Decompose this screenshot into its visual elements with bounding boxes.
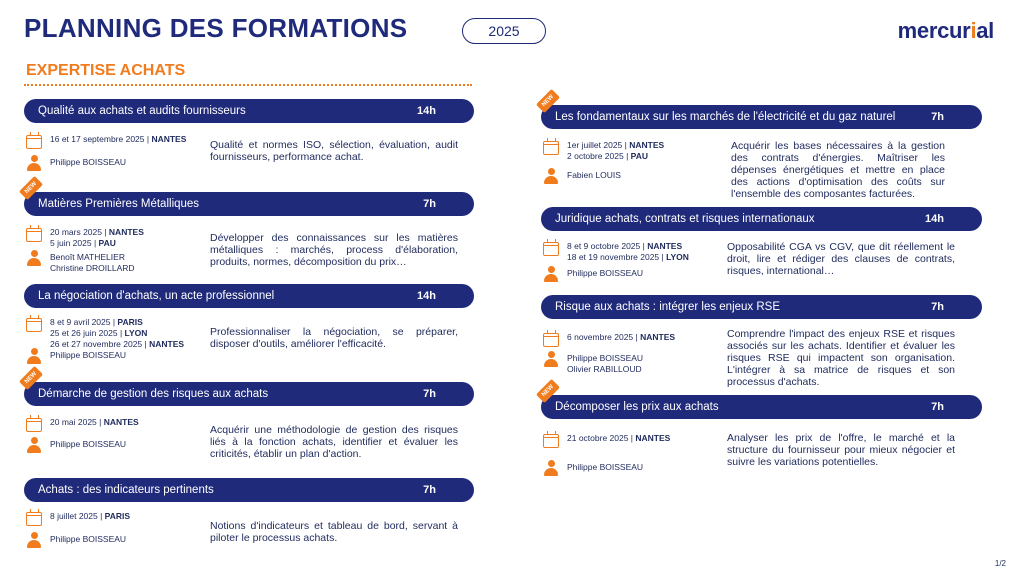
trainer-name: Philippe BOISSEAU	[567, 353, 644, 363]
calendar-icon	[26, 318, 42, 332]
trainer-icon	[27, 532, 41, 548]
trainer-icon	[544, 266, 558, 282]
course-title: Risque aux achats : intégrer les enjeux RSE	[555, 301, 781, 313]
course-duration: 7h	[931, 301, 944, 313]
session-line: 2 octobre 2025 | PAU	[567, 151, 648, 161]
course-description: Acquérir une méthodologie de gestion des risques liés à la fonction achats, identifier et évaluer les criticités, établir un plan d'action.	[210, 424, 458, 460]
course-title-bar	[24, 99, 474, 123]
new-badge: NEW	[19, 366, 43, 390]
course-description: Analyser les prix de l'offre, le marché et la structure du fournisseur pour mieux négocier et suivre les variations potentielles.	[727, 432, 955, 468]
session-line: 25 et 26 juin 2025 | LYON	[50, 328, 148, 338]
trainer-names	[567, 170, 621, 181]
section-title: EXPERTISE ACHATS	[26, 62, 186, 79]
course-duration: 7h	[931, 401, 944, 413]
course-duration: 14h	[417, 105, 436, 117]
course-description: Opposabilité CGA vs CGV, que dit réellement le droit, lire et rédiger des clauses de contrats, risques, international…	[727, 241, 955, 277]
course-duration: 7h	[931, 111, 944, 123]
trainer-icon	[27, 155, 41, 171]
course-duration: 7h	[423, 388, 436, 400]
session-line: 8 et 9 octobre 2025 | NANTES	[567, 241, 683, 251]
trainer-names	[50, 350, 126, 361]
session-line: 20 mai 2025 | NANTES	[50, 417, 139, 427]
course-title: Démarche de gestion des risques aux achats	[38, 388, 269, 400]
calendar-icon	[543, 434, 559, 448]
course-title: La négociation d'achats, un acte professionnel	[38, 290, 275, 302]
course-title-bar	[24, 382, 474, 406]
course-title: Achats : des indicateurs pertinents	[38, 484, 214, 496]
session-line: 16 et 17 septembre 2025 | NANTES	[50, 134, 187, 144]
session-dates	[50, 511, 130, 522]
course-description: Professionnaliser la négociation, se préparer, disposer d'outils, améliorer l'efficacité.	[210, 326, 458, 350]
course-duration: 7h	[423, 484, 436, 496]
trainer-names	[567, 462, 643, 473]
trainer-names	[567, 268, 643, 279]
new-badge: NEW	[536, 379, 560, 403]
course-title-bar	[24, 284, 474, 308]
session-line: 26 et 27 novembre 2025 | NANTES	[50, 339, 185, 349]
trainer-name: Philippe BOISSEAU	[50, 439, 127, 449]
trainer-name: Philippe BOISSEAU	[50, 534, 127, 544]
trainer-icon	[27, 250, 41, 266]
session-dates	[567, 332, 675, 343]
session-line: 8 juillet 2025 | PARIS	[50, 511, 131, 521]
trainer-name: Olivier RABILLOUD	[567, 364, 642, 374]
course-description: Acquérir les bases nécessaires à la gestion des contrats d'énergies. Maîtriser les dépenses énergétiques et mettre en place des actions d'optimisation des coûts sur l'ensemble des composantes facturées.	[731, 140, 945, 200]
session-line: 1er juillet 2025 | NANTES	[567, 140, 665, 150]
course-duration: 14h	[925, 213, 944, 225]
session-line: 18 et 19 novembre 2025 | LYON	[567, 252, 689, 262]
calendar-icon	[543, 242, 559, 256]
trainer-icon	[544, 168, 558, 184]
trainer-names	[50, 534, 126, 545]
session-line: 5 juin 2025 | PAU	[50, 238, 116, 248]
calendar-icon	[26, 418, 42, 432]
trainer-icon	[544, 351, 558, 367]
calendar-icon	[26, 512, 42, 526]
trainer-name: Christine DROILLARD	[50, 263, 135, 273]
trainer-name: Philippe BOISSEAU	[50, 350, 127, 360]
new-badge: NEW	[19, 176, 43, 200]
course-title: Juridique achats, contrats et risques internationaux	[555, 213, 815, 225]
calendar-icon	[26, 228, 42, 242]
trainer-icon	[27, 437, 41, 453]
session-line: 8 et 9 avril 2025 | PARIS	[50, 317, 143, 327]
mercurial-logo: mercurial	[897, 18, 994, 43]
trainer-name: Philippe BOISSEAU	[567, 462, 644, 472]
trainer-names	[50, 252, 135, 274]
course-title-bar	[541, 395, 982, 419]
trainer-name: Philippe BOISSEAU	[50, 157, 127, 167]
session-dates	[50, 317, 184, 350]
calendar-icon	[543, 141, 559, 155]
course-title-bar	[24, 478, 474, 502]
course-title-bar	[24, 192, 474, 216]
course-title-bar	[541, 207, 982, 231]
course-title: Matières Premières Métalliques	[38, 198, 200, 210]
course-title: Qualité aux achats et audits fournisseurs	[38, 105, 246, 117]
session-line: 6 novembre 2025 | NANTES	[567, 332, 676, 342]
trainer-names	[50, 157, 126, 168]
course-description: Qualité et normes ISO, sélection, évaluation, audit fournisseurs, performance achat.	[210, 139, 458, 163]
trainer-icon	[27, 348, 41, 364]
session-dates	[567, 241, 689, 263]
course-description: Comprendre l'impact des enjeux RSE et risques associés sur les achats. Identifier et évaluer les risques RSE qui impactent son organisation. L'intégrer à sa matrice de risques et son processus d'achats.	[727, 328, 955, 388]
trainer-name: Fabien LOUIS	[567, 170, 621, 180]
calendar-icon	[543, 333, 559, 347]
course-description: Notions d'indicateurs et tableau de bord, servant à piloter le processus achats.	[210, 520, 458, 544]
session-dates	[50, 227, 144, 249]
session-dates	[50, 417, 139, 428]
course-title-bar	[541, 105, 982, 129]
page-number: 1/2	[994, 559, 1006, 568]
session-line: 20 mars 2025 | NANTES	[50, 227, 144, 237]
session-dates	[50, 134, 186, 145]
section-divider	[24, 84, 472, 86]
year-badge: 2025	[462, 18, 546, 44]
course-duration: 7h	[423, 198, 436, 210]
trainer-icon	[544, 460, 558, 476]
session-line: 21 octobre 2025 | NANTES	[567, 433, 671, 443]
trainer-names	[567, 353, 643, 375]
trainer-name: Benoît MATHELIER	[50, 252, 125, 262]
trainer-names	[50, 439, 126, 450]
trainer-name: Philippe BOISSEAU	[567, 268, 644, 278]
course-title: Décomposer les prix aux achats	[555, 401, 719, 413]
course-duration: 14h	[417, 290, 436, 302]
session-dates	[567, 433, 670, 444]
session-dates	[567, 140, 664, 162]
course-title: Les fondamentaux sur les marchés de l'électricité et du gaz naturel	[555, 111, 896, 123]
new-badge: NEW	[536, 89, 560, 113]
page-title: PLANNING DES FORMATIONS	[24, 13, 408, 43]
course-title-bar	[541, 295, 982, 319]
calendar-icon	[26, 135, 42, 149]
course-description: Développer des connaissances sur les matières métalliques : marchés, process d'élaboration, produits, normes, décomposition du prix…	[210, 232, 458, 268]
